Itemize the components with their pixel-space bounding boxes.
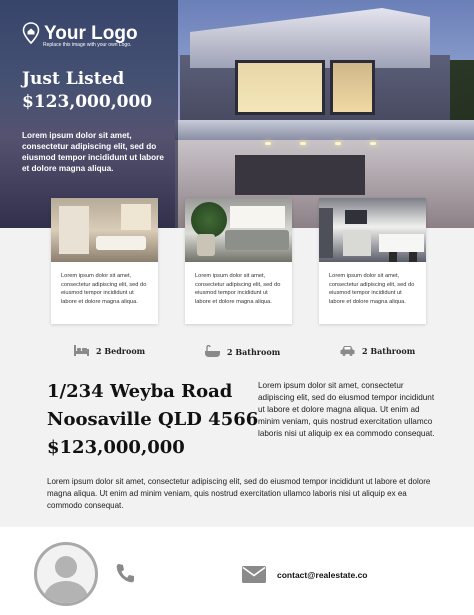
feature-bathroom-label: 2 Bathroom bbox=[227, 346, 281, 357]
photo-card-kitchen bbox=[319, 198, 426, 324]
card-text: Lorem ipsum dolor sit amet, consectetur adipiscing elit, sed do eiusmod tempor incididunt ut labore et dolore magna aliqua. bbox=[329, 273, 415, 305]
card-text: Lorem ipsum dolor sit amet, consectetur adipiscing elit, sed do eiusmod tempor incididunt ut labore et dolore magna aliqua. bbox=[61, 273, 147, 305]
feature-bathroom bbox=[205, 345, 280, 358]
logo bbox=[22, 22, 138, 44]
contact-email[interactable]: contact@realestate.co bbox=[277, 570, 368, 580]
living-room-photo bbox=[185, 198, 292, 262]
car-icon bbox=[340, 345, 355, 356]
photo-card-living bbox=[185, 198, 292, 324]
map-pin-icon bbox=[22, 22, 40, 44]
listing-address bbox=[47, 378, 258, 462]
description-bottom: Lorem ipsum dolor sit amet, consectetur adipiscing elit, sed do eiusmod tempor incididunt ut labore et dolore magna aliqua. Ut enim ad minim veniam, quis nostrud exercitation ullamco laboris nisi ut aliquip ex ea commodo consequat. bbox=[47, 477, 431, 511]
bathtub-icon bbox=[205, 345, 220, 358]
address-line1: 1/234 Weyba Road bbox=[47, 381, 233, 402]
logo-tagline: Replace this image with your own Logo. bbox=[43, 42, 132, 48]
avatar-icon bbox=[34, 542, 98, 606]
feature-bedroom bbox=[74, 345, 145, 356]
photo-card-bathroom bbox=[51, 198, 158, 324]
feature-bedroom-label: 2 Bedroom bbox=[96, 345, 146, 356]
description-right: Lorem ipsum dolor sit amet, consectetur adipiscing elit, sed do eiusmod tempor incididunt ut labore et dolore magna aliqua. Ut enim ad minim veniam, quis nostrud exercitation ullamco laboris nisi ut aliquip ex ea commodo consequat. bbox=[258, 381, 435, 438]
hero-price: $123,000,000 bbox=[22, 92, 153, 112]
phone-icon[interactable] bbox=[116, 563, 134, 583]
hero-title bbox=[22, 68, 152, 114]
address-line2: Noosaville QLD 4566 bbox=[47, 409, 259, 430]
card-text: Lorem ipsum dolor sit amet, consectetur adipiscing elit, sed do eiusmod tempor incididunt ut labore et dolore magna aliqua. bbox=[195, 273, 281, 305]
logo-name: Your Logo bbox=[44, 22, 138, 44]
feature-garage bbox=[340, 345, 415, 356]
kitchen-photo bbox=[319, 198, 426, 262]
listing-price: $123,000,000 bbox=[47, 437, 185, 458]
hero-copy: Lorem ipsum dolor sit amet, consectetur adipiscing elit, sed do eiusmod tempor incididunt ut labore et dolore magna aliqua. bbox=[22, 131, 164, 173]
feature-garage-label: 2 Bathroom bbox=[362, 345, 416, 356]
mail-icon[interactable] bbox=[242, 566, 266, 583]
hero-title-line1: Just Listed bbox=[22, 69, 125, 89]
bed-icon bbox=[74, 345, 89, 356]
bathroom-photo bbox=[51, 198, 158, 262]
hero-banner bbox=[0, 0, 474, 228]
